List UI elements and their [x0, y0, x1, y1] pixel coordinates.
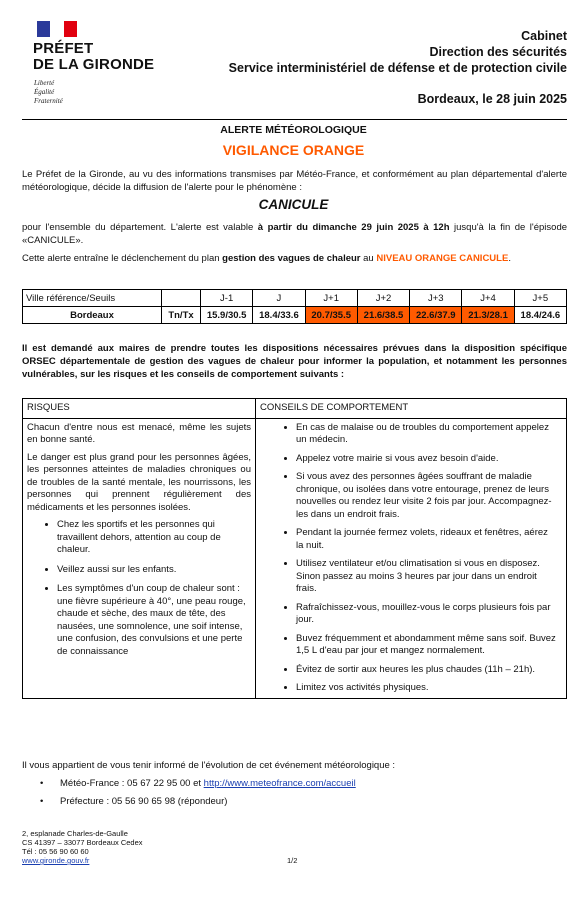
contact-meteo: • Météo-France : 05 67 22 95 00 et http://www.meteofrance.com/accueil	[40, 778, 356, 789]
table-head-label: Ville référence/Seuils	[23, 290, 162, 307]
advice-bullet: • Limitez vos activités physiques.	[296, 682, 556, 695]
temp-cell: 20.7/35.5	[305, 307, 357, 324]
footer-phone: Tél : 05 56 90 60 60	[22, 847, 89, 856]
day-header: J+4	[462, 290, 514, 307]
contact-intro: Il vous appartient de vous tenir informé de l'évolution de cet événement météorologique :	[22, 760, 396, 771]
footer-address-2: CS 41397 – 33077 Bordeaux Cedex	[22, 838, 143, 847]
validity-paragraph: pour l'ensemble du département. L'alerte est valable à partir du dimanche 29 juin 2025 à 12h jusqu'à la fin de l'épisode «CANICULE».	[22, 222, 568, 246]
day-header: J+5	[514, 290, 566, 307]
prefet-title-line1: PRÉFET	[33, 40, 94, 57]
risks-p2: Le danger est plus grand pour les personnes âgées, les personnes atteintes de maladies chroniques ou de troubles de la santé mentale, les nourrissons, les personnes qui prennent régulièrement des médicaments et les personnes isolées.	[27, 451, 251, 513]
risks-advice-table	[22, 398, 567, 699]
page-number: 1/2	[287, 856, 298, 865]
temp-cell: 21.3/28.1	[462, 307, 514, 324]
day-header: J+1	[305, 290, 357, 307]
advice-bullet: • Utilisez ventilateur et/ou climatisation si vous en disposez. Sinon passez au moins 3 heures par jour dans un endroit frais.	[296, 558, 556, 596]
advice-bullet: • Appelez votre mairie si vous avez besoin d'aide.	[296, 453, 556, 466]
temp-cell: 18.4/33.6	[253, 307, 305, 324]
mayors-request: Il est demandé aux maires de prendre toutes les dispositions nécessaires prévues dans la disposition spécifique ORSEC départementale de gestion des vagues de chaleur pour informer la population, et notamment les personnes vulnérables, sur les risques et les conseils de comportement suivants :	[22, 343, 567, 380]
risks-cell	[23, 418, 256, 698]
vigilance-level: VIGILANCE ORANGE	[222, 142, 365, 158]
city-cell: Bordeaux	[23, 307, 162, 324]
temp-cell: 21.6/38.5	[357, 307, 409, 324]
temp-cell: 22.6/37.9	[410, 307, 462, 324]
risks-p1: Chacun d'entre nous est menacé, même les sujets en bonne santé.	[27, 421, 251, 445]
alert-title: ALERTE MÉTÉOROLOGIQUE	[220, 124, 367, 136]
day-header: J+2	[357, 290, 409, 307]
motto-egalite: Égalité	[34, 88, 55, 96]
advice-bullet: • Pendant la journée fermez volets, rideaux et fenêtres, aérez la nuit.	[296, 527, 556, 552]
footer-website-link[interactable]: www.gironde.gouv.fr	[22, 856, 90, 865]
unit-cell: Tn/Tx	[162, 307, 201, 324]
risk-bullet: • Veillez aussi sur les enfants.	[57, 564, 251, 577]
meteofrance-link[interactable]: http://www.meteofrance.com/accueil	[203, 778, 356, 789]
temp-cell: 18.4/24.6	[514, 307, 566, 324]
advice-bullet: • Évitez de sortir aux heures les plus chaudes (11h – 21h).	[296, 664, 556, 677]
phenomenon: CANICULE	[258, 197, 329, 212]
risk-bullet: • Chez les sportifs et les personnes qui travaillent dehors, attention au coup de chaleur.	[57, 519, 251, 557]
day-header: J	[253, 290, 305, 307]
footer-address-1: 2, esplanade Charles-de-Gaulle	[22, 829, 128, 838]
office-cabinet: Cabinet	[521, 29, 567, 43]
temperature-table	[22, 289, 567, 324]
motto-liberte: Liberté	[34, 79, 55, 87]
office-service: Service interministériel de défense et de protection civile	[228, 61, 567, 75]
divider	[22, 119, 567, 120]
intro-paragraph: Le Préfet de la Gironde, au vu des informations transmises par Météo-France, et conformément au plan départemental d'alerte météorologique, décide la diffusion de l'alerte pour le phénomène :	[22, 169, 567, 193]
advice-bullet: • Si vous avez des personnes âgées souffrant de maladie chronique, ou isolées dans votre entourage, prenez de leurs nouvelles ou rendez leur visite 2 fois par jour. Accompagnez-les dans un endroit frais.	[296, 471, 556, 521]
plan-paragraph: Cette alerte entraîne le déclenchement du plan gestion des vagues de chaleur au NIVEAU ORANGE CANICULE.	[22, 253, 511, 264]
risks-header: RISQUES	[23, 399, 256, 419]
place-date: Bordeaux, le 28 juin 2025	[417, 92, 567, 106]
prefet-title-line2: DE LA GIRONDE	[33, 56, 155, 73]
advice-cell	[256, 418, 567, 698]
motto-fraternite: Fraternité	[34, 97, 63, 105]
advice-bullet: • Buvez fréquemment et abondamment même sans soif. Buvez 1,5 L d'eau par jour et mangez normalement.	[296, 633, 556, 658]
contact-prefecture: • Préfecture : 05 56 90 65 98 (répondeur)	[40, 796, 228, 807]
temp-cell: 15.9/30.5	[201, 307, 253, 324]
advice-bullet: • En cas de malaise ou de troubles du comportement appelez un médecin.	[296, 422, 556, 447]
day-header: J+3	[410, 290, 462, 307]
advice-bullet: • Rafraîchissez-vous, mouillez-vous le corps plusieurs fois par jour.	[296, 602, 556, 627]
risk-bullet: • Les symptômes d'un coup de chaleur sont : une fièvre supérieure à 40°, une peau rouge, chaude et sèche, des maux de tête, des nausées, une somnolence, une soif intense, une confusion, des convulsions et une perte de connaissance	[57, 583, 251, 658]
office-direction: Direction des sécurités	[429, 45, 567, 59]
advice-header: CONSEILS DE COMPORTEMENT	[256, 399, 567, 419]
french-flag-logo	[37, 21, 77, 37]
day-header: J-1	[201, 290, 253, 307]
